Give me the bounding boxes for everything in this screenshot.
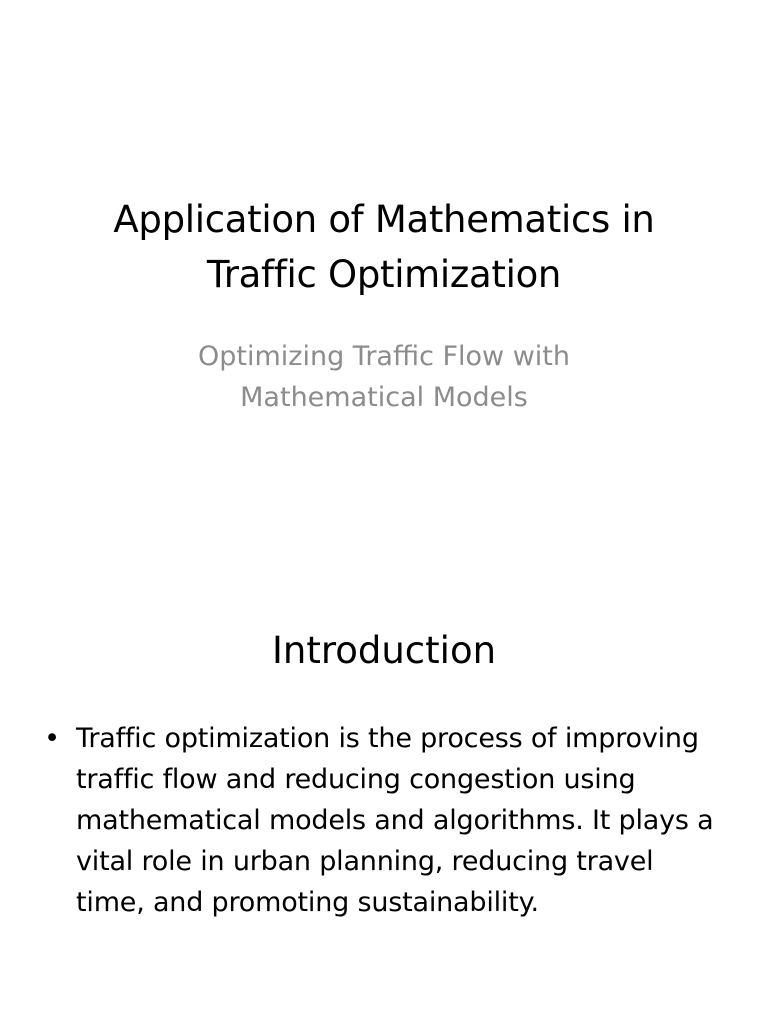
slide-subtitle: Optimizing Traffic Flow with Mathematical Models: [198, 341, 570, 413]
slide-title-heading: Application of Mathematics in Traffic Optimization: [113, 198, 655, 296]
bullet-item: [40, 718, 730, 923]
bullet-list: [40, 718, 730, 923]
introduction-heading: Introduction: [271, 629, 497, 672]
bullet-text: Traffic optimization is the process of improving traffic flow and reducing congestion using mathematical models and algorithms. It plays a vital role in urban planning, reducing travel time, and promoting sustainability.: [76, 723, 714, 918]
slide-introduction: [0, 512, 768, 1024]
bullet-icon: •: [44, 723, 60, 754]
